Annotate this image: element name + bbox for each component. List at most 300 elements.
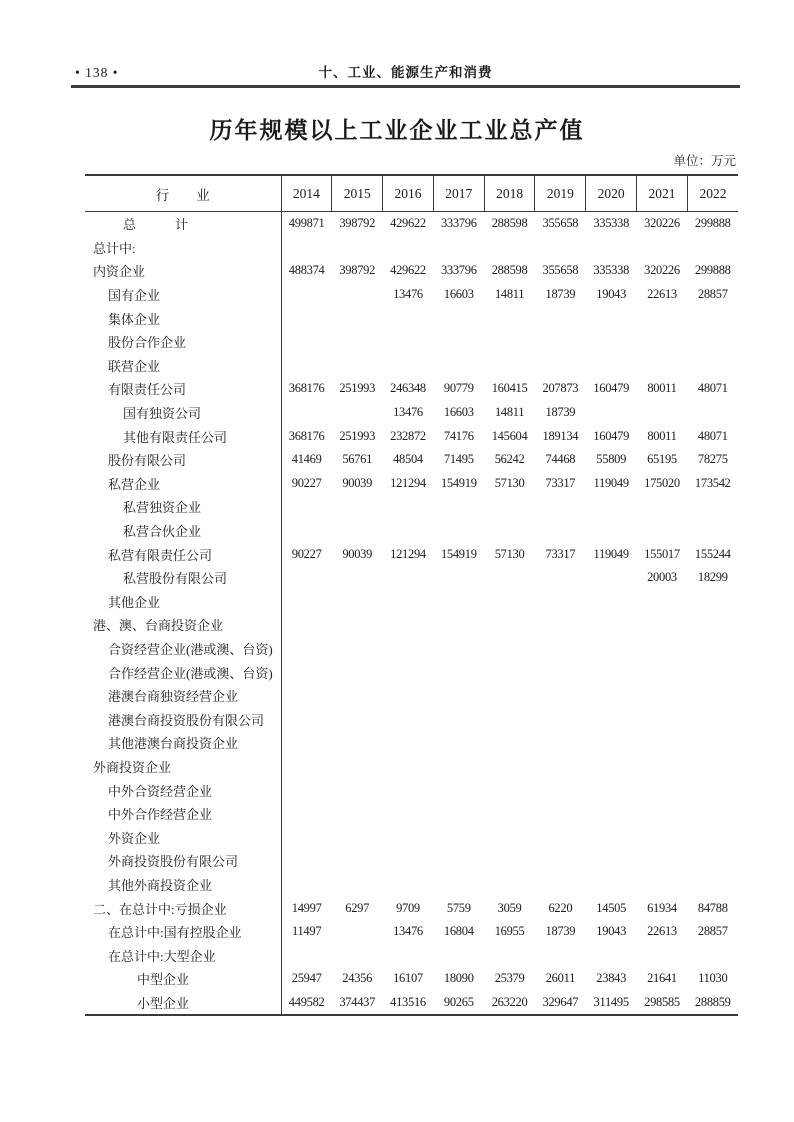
value-cell: 263220 xyxy=(491,994,528,1009)
value-cell xyxy=(332,778,383,802)
value-cell xyxy=(484,590,535,614)
value-cell: 320226 xyxy=(644,263,680,278)
value-cell: 160415 xyxy=(491,381,528,396)
value-cell: 175020 xyxy=(644,475,680,490)
value-cell xyxy=(281,943,332,967)
value-cell xyxy=(383,849,434,873)
value-cell: 160479 xyxy=(593,428,630,443)
value-cell: 56761 xyxy=(342,452,373,467)
value-cell xyxy=(637,660,688,684)
table-row xyxy=(85,542,738,566)
value-cell xyxy=(383,778,434,802)
value-cell xyxy=(637,637,688,661)
year-column-header: 2014 xyxy=(281,175,332,212)
value-cell: 154919 xyxy=(440,546,477,561)
value-cell xyxy=(687,778,738,802)
value-cell xyxy=(586,802,637,826)
value-cell xyxy=(535,495,586,519)
value-cell xyxy=(637,684,688,708)
value-cell xyxy=(383,330,434,354)
value-cell: 207873 xyxy=(542,381,579,396)
value-cell: 90227 xyxy=(291,546,322,561)
value-cell xyxy=(586,825,637,849)
industry-label: 合作经营企业(港或澳、台资) xyxy=(85,660,281,684)
value-cell xyxy=(281,637,332,661)
header-divider xyxy=(71,85,740,88)
value-cell: 90779 xyxy=(443,381,474,396)
value-cell xyxy=(281,566,332,590)
value-cell: 119049 xyxy=(593,475,629,490)
value-cell xyxy=(433,731,484,755)
value-cell xyxy=(484,566,535,590)
value-cell xyxy=(687,707,738,731)
value-cell: 25379 xyxy=(494,971,525,986)
value-cell: 488374 xyxy=(288,263,325,278)
value-cell: 18299 xyxy=(697,570,728,585)
value-cell xyxy=(332,731,383,755)
value-cell xyxy=(687,943,738,967)
value-cell xyxy=(535,825,586,849)
value-cell: 355658 xyxy=(542,216,579,231)
industry-label: 其他有限责任公司 xyxy=(85,424,281,448)
value-cell xyxy=(332,519,383,543)
value-cell xyxy=(586,778,637,802)
value-cell: 355658 xyxy=(542,263,579,278)
value-cell xyxy=(687,731,738,755)
value-cell xyxy=(586,660,637,684)
value-cell: 56242 xyxy=(494,452,525,467)
industry-label: 总计中: xyxy=(85,236,281,260)
value-cell xyxy=(281,684,332,708)
value-cell xyxy=(281,755,332,779)
value-cell: 19043 xyxy=(596,287,627,302)
value-cell: 288859 xyxy=(694,994,731,1009)
value-cell xyxy=(535,330,586,354)
industry-label: 港澳台商独资经营企业 xyxy=(85,684,281,708)
value-cell xyxy=(586,613,637,637)
table-row xyxy=(85,566,738,590)
value-cell xyxy=(484,731,535,755)
value-cell: 368176 xyxy=(288,428,325,443)
value-cell xyxy=(586,873,637,897)
year-column-header: 2015 xyxy=(332,175,383,212)
value-cell: 499871 xyxy=(288,216,325,231)
value-cell xyxy=(332,236,383,260)
value-cell xyxy=(281,519,332,543)
value-cell xyxy=(687,637,738,661)
table-title: 历年规模以上工业企业工业总产值 xyxy=(209,118,585,143)
value-cell xyxy=(637,519,688,543)
value-cell: 13476 xyxy=(393,405,423,420)
value-cell xyxy=(535,236,586,260)
value-cell: 335338 xyxy=(593,263,630,278)
industry-label: 总 计 xyxy=(85,212,281,236)
statistics-table xyxy=(85,174,738,1016)
value-cell xyxy=(383,707,434,731)
value-cell xyxy=(332,637,383,661)
value-cell xyxy=(383,590,434,614)
value-cell xyxy=(383,354,434,378)
page-number: • 138 • xyxy=(75,65,119,80)
industry-label: 在总计中:大型企业 xyxy=(85,943,281,967)
value-cell: 299888 xyxy=(694,216,731,231)
value-cell: 80011 xyxy=(647,428,677,443)
value-cell xyxy=(484,613,535,637)
value-cell: 13476 xyxy=(393,287,423,302)
value-cell: 311495 xyxy=(593,994,629,1009)
value-cell: 21641 xyxy=(647,971,677,986)
table-row xyxy=(85,896,738,920)
value-cell xyxy=(687,825,738,849)
value-cell xyxy=(535,707,586,731)
value-cell xyxy=(332,943,383,967)
value-cell: 119049 xyxy=(593,546,629,561)
value-cell xyxy=(586,519,637,543)
value-cell xyxy=(535,731,586,755)
industry-label: 外资企业 xyxy=(85,825,281,849)
value-cell xyxy=(433,660,484,684)
industry-label: 私营企业 xyxy=(85,472,281,496)
value-cell: 22613 xyxy=(647,924,677,939)
table-row xyxy=(85,991,738,1016)
value-cell xyxy=(687,330,738,354)
value-cell: 16603 xyxy=(443,287,474,302)
value-cell xyxy=(281,236,332,260)
value-cell xyxy=(586,306,637,330)
value-cell: 9709 xyxy=(396,900,420,915)
value-cell: 48071 xyxy=(697,381,728,396)
value-cell: 368176 xyxy=(288,381,325,396)
value-cell xyxy=(687,590,738,614)
value-cell: 189134 xyxy=(542,428,579,443)
value-cell: 24356 xyxy=(342,971,373,986)
value-cell xyxy=(383,637,434,661)
value-cell: 5759 xyxy=(446,900,471,915)
year-column-header: 2017 xyxy=(433,175,484,212)
value-cell: 16603 xyxy=(443,405,474,420)
value-cell xyxy=(535,306,586,330)
value-cell: 11030 xyxy=(698,971,728,986)
value-cell xyxy=(637,873,688,897)
value-cell: 14505 xyxy=(596,900,627,915)
value-cell xyxy=(586,566,637,590)
value-cell xyxy=(637,590,688,614)
value-cell xyxy=(586,755,637,779)
value-cell: 173542 xyxy=(694,475,731,490)
value-cell xyxy=(484,354,535,378)
value-cell: 18739 xyxy=(545,287,576,302)
value-cell: 61934 xyxy=(647,900,677,915)
table-row xyxy=(85,707,738,731)
value-cell xyxy=(637,613,688,637)
value-cell xyxy=(383,613,434,637)
value-cell xyxy=(637,755,688,779)
value-cell xyxy=(383,306,434,330)
value-cell xyxy=(383,825,434,849)
value-cell: 155017 xyxy=(644,546,680,561)
value-cell xyxy=(332,283,383,307)
value-cell xyxy=(687,519,738,543)
value-cell xyxy=(281,283,332,307)
table-row xyxy=(85,330,738,354)
table-row xyxy=(85,377,738,401)
value-cell xyxy=(332,354,383,378)
value-cell xyxy=(332,495,383,519)
value-cell xyxy=(586,495,637,519)
industry-label: 外商投资股份有限公司 xyxy=(85,849,281,873)
value-cell: 6220 xyxy=(548,900,573,915)
value-cell xyxy=(332,401,383,425)
value-cell: 55809 xyxy=(596,452,627,467)
value-cell: 374437 xyxy=(339,994,376,1009)
industry-label: 联营企业 xyxy=(85,354,281,378)
value-cell xyxy=(484,306,535,330)
industry-label: 集体企业 xyxy=(85,306,281,330)
table-row xyxy=(85,849,738,873)
value-cell xyxy=(637,495,688,519)
value-cell xyxy=(281,873,332,897)
value-cell xyxy=(484,330,535,354)
table-row xyxy=(85,637,738,661)
value-cell: 121294 xyxy=(390,546,426,561)
table-row xyxy=(85,660,738,684)
value-cell: 333796 xyxy=(440,263,477,278)
value-cell: 18090 xyxy=(443,971,474,986)
value-cell: 329647 xyxy=(542,994,579,1009)
value-cell: 154919 xyxy=(440,475,477,490)
value-cell: 18739 xyxy=(545,405,576,420)
value-cell: 90265 xyxy=(443,994,474,1009)
value-cell xyxy=(332,873,383,897)
industry-label: 私营合伙企业 xyxy=(85,519,281,543)
table-row xyxy=(85,920,738,944)
value-cell xyxy=(433,849,484,873)
table-row xyxy=(85,684,738,708)
value-cell: 14811 xyxy=(494,405,525,420)
industry-label: 私营股份有限公司 xyxy=(85,566,281,590)
table-row xyxy=(85,259,738,283)
value-cell xyxy=(383,731,434,755)
value-cell: 246348 xyxy=(390,381,426,396)
industry-column-header: 行 业 xyxy=(85,175,281,212)
value-cell xyxy=(535,613,586,637)
value-cell xyxy=(281,849,332,873)
industry-label: 中型企业 xyxy=(85,967,281,991)
value-cell xyxy=(586,401,637,425)
industry-label: 其他港澳台商投资企业 xyxy=(85,731,281,755)
value-cell: 74468 xyxy=(545,452,576,467)
value-cell: 335338 xyxy=(593,216,630,231)
value-cell xyxy=(586,943,637,967)
value-cell xyxy=(637,330,688,354)
value-cell: 19043 xyxy=(596,924,627,939)
value-cell xyxy=(433,306,484,330)
value-cell xyxy=(484,778,535,802)
value-cell xyxy=(586,330,637,354)
value-cell: 155244 xyxy=(694,546,731,561)
value-cell xyxy=(433,613,484,637)
value-cell: 14811 xyxy=(494,287,525,302)
value-cell xyxy=(535,943,586,967)
value-cell: 16107 xyxy=(393,971,423,986)
value-cell: 65195 xyxy=(647,452,677,467)
value-cell: 288598 xyxy=(491,263,528,278)
value-cell xyxy=(281,660,332,684)
industry-label: 外商投资企业 xyxy=(85,755,281,779)
industry-label: 其他企业 xyxy=(85,590,281,614)
value-cell xyxy=(383,873,434,897)
value-cell xyxy=(586,637,637,661)
table-row xyxy=(85,283,738,307)
table-row xyxy=(85,802,738,826)
value-cell: 11497 xyxy=(292,924,322,939)
value-cell xyxy=(687,849,738,873)
value-cell xyxy=(383,519,434,543)
value-cell xyxy=(383,755,434,779)
value-cell: 145604 xyxy=(491,428,528,443)
value-cell xyxy=(383,943,434,967)
value-cell xyxy=(484,637,535,661)
value-cell xyxy=(535,566,586,590)
value-cell xyxy=(484,849,535,873)
value-cell xyxy=(433,236,484,260)
value-cell: 299888 xyxy=(694,263,731,278)
value-cell xyxy=(484,684,535,708)
value-cell: 6297 xyxy=(345,900,370,915)
year-column-header: 2019 xyxy=(535,175,586,212)
value-cell xyxy=(281,590,332,614)
value-cell xyxy=(637,354,688,378)
value-cell xyxy=(332,590,383,614)
table-row xyxy=(85,590,738,614)
value-cell xyxy=(281,731,332,755)
value-cell xyxy=(535,684,586,708)
value-cell: 288598 xyxy=(491,216,528,231)
value-cell xyxy=(637,825,688,849)
value-cell xyxy=(535,849,586,873)
value-cell xyxy=(383,684,434,708)
value-cell xyxy=(586,590,637,614)
value-cell: 25947 xyxy=(291,971,322,986)
value-cell xyxy=(383,566,434,590)
value-cell xyxy=(586,354,637,378)
value-cell: 16804 xyxy=(443,924,474,939)
value-cell xyxy=(281,825,332,849)
value-cell: 23843 xyxy=(596,971,627,986)
value-cell xyxy=(637,236,688,260)
value-cell: 3059 xyxy=(497,900,522,915)
value-cell xyxy=(433,873,484,897)
value-cell xyxy=(484,519,535,543)
value-cell xyxy=(535,873,586,897)
value-cell xyxy=(484,495,535,519)
value-cell xyxy=(637,306,688,330)
industry-label: 合资经营企业(港或澳、台资) xyxy=(85,637,281,661)
year-column-header: 2018 xyxy=(484,175,535,212)
value-cell xyxy=(433,684,484,708)
header-row xyxy=(85,175,738,212)
value-cell xyxy=(433,566,484,590)
value-cell: 121294 xyxy=(390,475,426,490)
value-cell: 41469 xyxy=(291,452,322,467)
industry-label: 国有独资公司 xyxy=(85,401,281,425)
value-cell xyxy=(383,495,434,519)
value-cell: 22613 xyxy=(647,287,677,302)
table-row xyxy=(85,731,738,755)
value-cell xyxy=(332,660,383,684)
table-row xyxy=(85,495,738,519)
industry-label: 国有企业 xyxy=(85,283,281,307)
value-cell: 90039 xyxy=(342,546,373,561)
value-cell xyxy=(433,330,484,354)
value-cell: 28857 xyxy=(697,287,728,302)
table-row xyxy=(85,613,738,637)
value-cell xyxy=(484,873,535,897)
value-cell: 48071 xyxy=(697,428,728,443)
value-cell xyxy=(433,707,484,731)
table-row xyxy=(85,306,738,330)
value-cell: 413516 xyxy=(390,994,426,1009)
industry-label: 小型企业 xyxy=(85,991,281,1016)
industry-label: 私营独资企业 xyxy=(85,495,281,519)
value-cell xyxy=(687,660,738,684)
value-cell xyxy=(433,802,484,826)
value-cell: 398792 xyxy=(339,263,376,278)
value-cell xyxy=(637,707,688,731)
table-row xyxy=(85,401,738,425)
value-cell xyxy=(433,519,484,543)
value-cell xyxy=(484,943,535,967)
value-cell: 57130 xyxy=(494,546,525,561)
value-cell xyxy=(637,849,688,873)
year-column-header: 2020 xyxy=(586,175,637,212)
value-cell: 160479 xyxy=(593,381,630,396)
value-cell xyxy=(383,660,434,684)
table-row xyxy=(85,424,738,448)
table-row xyxy=(85,967,738,991)
value-cell xyxy=(484,802,535,826)
value-cell xyxy=(586,731,637,755)
value-cell: 73317 xyxy=(545,546,576,561)
value-cell xyxy=(332,306,383,330)
table-row xyxy=(85,472,738,496)
value-cell xyxy=(433,637,484,661)
value-cell xyxy=(281,354,332,378)
value-cell: 84788 xyxy=(697,900,728,915)
value-cell: 20003 xyxy=(647,570,677,585)
value-cell xyxy=(332,825,383,849)
table-row xyxy=(85,354,738,378)
value-cell xyxy=(332,802,383,826)
value-cell xyxy=(637,778,688,802)
value-cell xyxy=(586,684,637,708)
table-row xyxy=(85,755,738,779)
industry-label: 港澳台商投资股份有限公司 xyxy=(85,707,281,731)
table-row xyxy=(85,873,738,897)
industry-label: 港、澳、台商投资企业 xyxy=(85,613,281,637)
value-cell xyxy=(433,825,484,849)
value-cell: 28857 xyxy=(697,924,728,939)
value-cell xyxy=(281,613,332,637)
value-cell: 78275 xyxy=(697,452,728,467)
year-column-header: 2016 xyxy=(383,175,434,212)
value-cell xyxy=(281,330,332,354)
value-cell xyxy=(484,825,535,849)
value-cell: 90227 xyxy=(291,475,322,490)
table-row xyxy=(85,825,738,849)
value-cell xyxy=(687,401,738,425)
value-cell: 333796 xyxy=(440,216,477,231)
